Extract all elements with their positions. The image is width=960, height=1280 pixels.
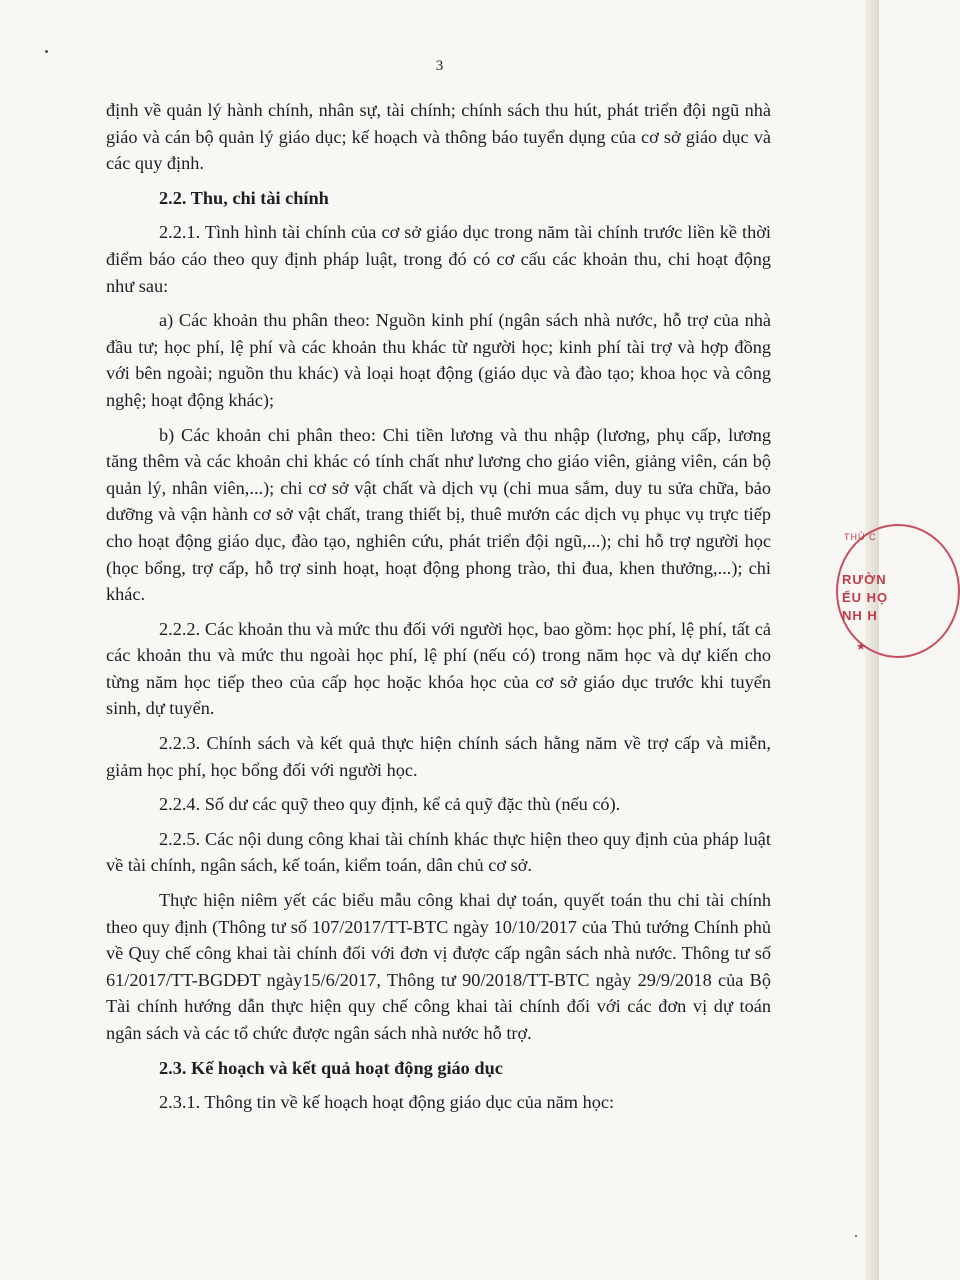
paragraph-continuation: định về quản lý hành chính, nhân sự, tài chính; chính sách thu hút, phát triển đội ngũ nhà giáo và cán bộ quản lý giáo dục; kế hoạch và thông báo tuyển dụng của cơ sở giáo dục và các quy định. bbox=[106, 100, 771, 174]
paragraph-revenue: a) Các khoản thu phân theo: Nguồn kinh phí (ngân sách nhà nước, hỗ trợ của nhà đầu tư; học phí, lệ phí và các khoản thu khác từ người học; kinh phí tài trợ và hợp đồng với bên ngoài; nguồn thu khác) và loại hoạt động (giáo dục và đào tạo; khoa học và công nghệ; hoạt động khác); bbox=[106, 310, 771, 410]
red-seal-stamp bbox=[830, 520, 910, 660]
stamp-line-3: NH H bbox=[842, 608, 878, 623]
paragraph-2-2-4: 2.2.4. Số dư các quỹ theo quy định, kể cả quỹ đặc thù (nếu có). bbox=[159, 794, 621, 815]
paragraph-2-2-3: 2.2.3. Chính sách và kết quả thực hiện chính sách hằng năm về trợ cấp và miễn, giảm học phí, học bổng đối với người học. bbox=[106, 733, 771, 780]
page-number: 3 bbox=[435, 58, 444, 74]
scan-speck bbox=[855, 1235, 857, 1237]
paragraph-posting: Thực hiện niêm yết các biểu mẫu công khai dự toán, quyết toán thu chi tài chính theo quy định (Thông tư số 107/2017/TT-BTC ngày 10/10/2017 của Thủ tướng Chính phủ về Quy chế công khai tài chính đối với đơn vị được cấp ngân sách nhà nước. Thông tư số 61/2017/TT-BGDĐT ngày15/6/2017, Thông tư 90/2018/TT-BTC ngày 29/9/2018 của Bộ Tài chính hướng dẫn thực hiện quy chế công khai tài chính đối với các đơn vị dự toán ngân sách và các tổ chức được ngân sách nhà nước hỗ trợ. bbox=[106, 890, 771, 1043]
paragraph-expenses: b) Các khoản chi phân theo: Chi tiền lương và thu nhập (lương, phụ cấp, lương tăng thêm và các khoản chi khác có tính chất như lương cho giáo viên, giảng viên, cán bộ quản lý, nhân viên,...); chi cơ sở vật chất và dịch vụ (chi mua sắm, duy tu sửa chữa, bảo dưỡng và vận hành cơ sở vật chất, trang thiết bị, thuê mướn các dịch vụ phục vụ trực tiếp cho hoạt động giáo dục, đào tạo, nghiên cứu, phát triển đội ngũ,...); chi hỗ trợ người học (học bổng, trợ cấp, hỗ trợ sinh hoạt, hoạt động phong trào, thi đua, khen thưởng,...); chi khác. bbox=[106, 424, 771, 605]
stamp-line-2: ẾU HỌ bbox=[842, 590, 889, 605]
section-heading-2-2: 2.2. Thu, chi tài chính bbox=[159, 187, 329, 208]
stamp-top-text: THỦ C bbox=[844, 532, 877, 542]
scan-speck bbox=[45, 50, 48, 53]
section-heading-2-3: 2.3. Kế hoạch và kết quả hoạt động giáo dục bbox=[159, 1057, 503, 1078]
star-icon: ★ bbox=[856, 641, 866, 653]
paragraph-2-2-5: 2.2.5. Các nội dung công khai tài chính khác thực hiện theo quy định của pháp luật về tài chính, ngân sách, kế toán, kiểm toán, dân chủ cơ sở. bbox=[106, 828, 771, 876]
document-body bbox=[106, 97, 771, 1124]
stamp-line-1: RƯỜN bbox=[842, 572, 887, 587]
paragraph-2-3-1: 2.3.1. Thông tin về kế hoạch hoạt động giáo dục của năm học: bbox=[159, 1092, 615, 1113]
paragraph-2-2-2: 2.2.2. Các khoản thu và mức thu đối với người học, bao gồm: học phí, lệ phí, tất cả các khoản thu và mức thu ngoài học phí, lệ phí (nếu có) trong năm học và dự kiến cho từng năm học tiếp theo của cấp học hoặc khóa học của cơ sở giáo dục trước khi tuyển sinh, dự tuyển. bbox=[106, 618, 771, 719]
paragraph-2-2-1: 2.2.1. Tình hình tài chính của cơ sở giáo dục trong năm tài chính trước liền kề thời điểm báo cáo theo quy định pháp luật, trong đó có cơ cấu các khoản thu, chi hoạt động như sau: bbox=[106, 222, 771, 296]
